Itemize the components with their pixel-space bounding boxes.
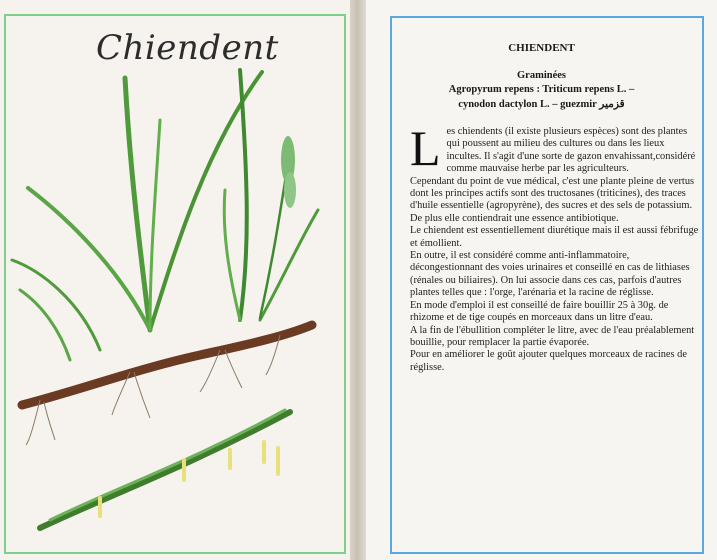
left-page (0, 0, 352, 560)
latin-names-line1: Agropyrum repens : Triticum repens L. – (448, 84, 635, 95)
couch-grass-illustration (0, 0, 352, 560)
body-paragraph: A la fin de l'ébullition compléter le litre, avec de l'eau préalablement bouillie, pour remplacer la partie évaporée. (410, 324, 695, 348)
plant-family: Graminées (517, 70, 566, 81)
rhizome (22, 325, 312, 405)
body-paragraph: En mode d'emploi il est conseillé de faire bouillir 25 à 30g. de rhizome et de tige coupés en morceaux dans un litre d'eau. (410, 299, 669, 324)
grass-leaves (12, 70, 318, 360)
left-page-title: Chiendent (96, 28, 279, 68)
drop-cap: L (410, 120, 441, 176)
body-paragraph: Cependant du point de vue médical, c'est une plante pleine de vertus dont les principes actifs sont des tructosanes (triticines), des traces d'huile essentielle (agropyrène), des sucres et des sels de potassium. De plus elle contiendrait une essence antibiotique. (410, 175, 695, 224)
seed-head-closeup (40, 410, 290, 528)
body-paragraph: En outre, il est considéré comme anti-inflammatoire, décongestionnant des voies urinaires et conseillé en cas de lithiases (rénales ou biliaires). On lui associe dans ces cas, parfois d'autres plantes telles que : l'orge, l'arénaria et la racine de réglisse. (410, 250, 690, 299)
body-paragraph: es chiendents (il existe plusieurs espèces) sont des plantes qui poussent au milieu des cultures ou dans les lieux incultes. Il s'agit d'une sorte de gazon envahissant,considéré comme mauvaise herbe par les agriculteurs. (446, 126, 696, 175)
body-paragraph: Le chiendent est essentiellement diurétique mais il est aussi fébrifuge et émollient. (410, 225, 699, 249)
article-body (410, 120, 700, 374)
latin-names-line2: cynodon dactylon L. – guezmir قزمير (458, 99, 625, 110)
body-paragraph: Pour en améliorer le goût ajouter quelques morceaux de racines de réglisse. (410, 349, 687, 373)
article-title: CHIENDENT (508, 42, 575, 54)
